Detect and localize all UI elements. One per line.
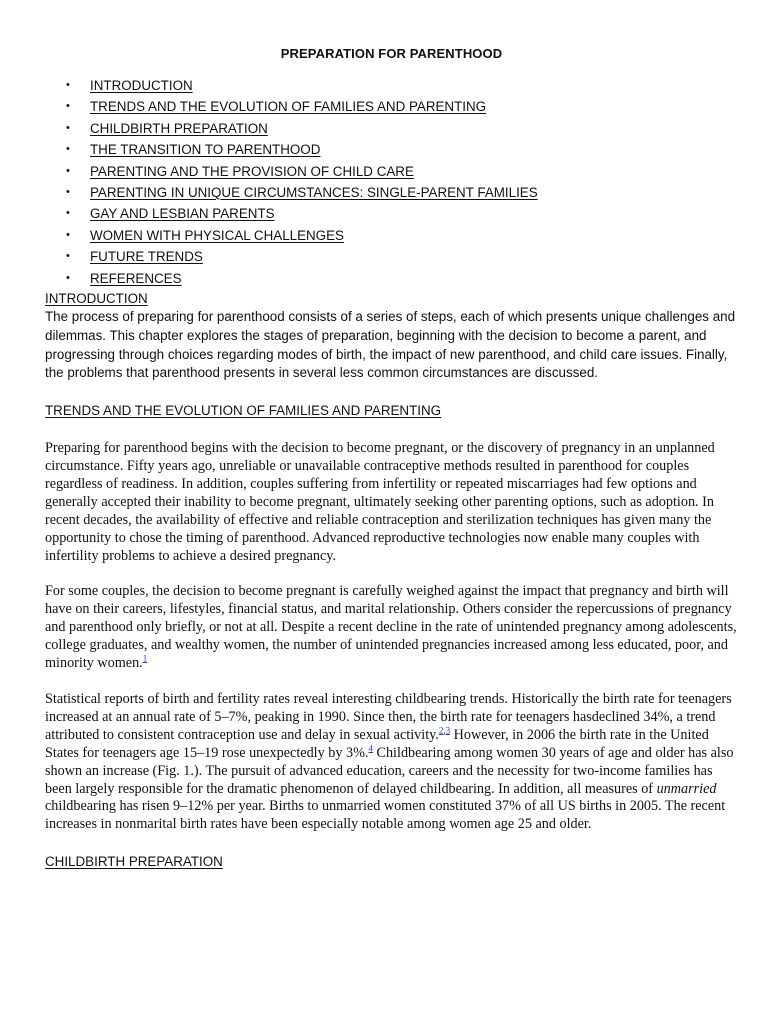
bullet-icon: • xyxy=(66,100,70,113)
trends-paragraph-3-part2: However, in 2006 the birth rate in the United States for teenagers age 15–19 rose unexpectedly by 3%. xyxy=(45,726,709,761)
toc-link-single-parent[interactable]: PARENTING IN UNIQUE CIRCUMSTANCES: SINGLE-PARENT FAMILIES xyxy=(90,184,538,200)
trends-paragraph-1: Preparing for parenthood begins with the decision to become pregnant, or the discovery of pregnancy in an unplanned circumstance. Fifty years ago, unreliable or unavailable contraceptive methods resulted in parenthood for couples regardless of readiness. In addition, couples suffering from infertility or repeated miscarriages had few options and generally accepted their inability to become pregnant, ultimately seeking other parenting options, such as adoption. In recent decades, the availability of effective and reliable contraception and sterilization techniques has given many the opportunity to chose the timing of parenthood. Advanced reproductive technologies now enable many couples with infertility problems to achieve a desired pregnancy. xyxy=(45,440,715,564)
footnote-link-1[interactable]: 1 xyxy=(142,653,148,664)
bullet-icon: • xyxy=(66,207,70,220)
toc-link-child-care[interactable]: PARENTING AND THE PROVISION OF CHILD CARE xyxy=(90,163,414,179)
toc-link-physical-challenges[interactable]: WOMEN WITH PHYSICAL CHALLENGES xyxy=(90,227,344,243)
toc-item-introduction xyxy=(45,75,738,96)
trends-paragraph-2-text: For some couples, the decision to become pregnant is carefully weighed against the impact that pregnancy and birth will have on their careers, lifestyles, financial status, and marital relationship. Others consider the repercussions of pregnancy and parenthood only briefly, or not at all. Despite a recent decline in the rate of unintended pregnancy among adolescents, college graduates, and wealthy women, the number of unintended pregnancies increased among less educated, poor, and minority women. xyxy=(45,583,737,672)
footnote-link-2[interactable]: 2 xyxy=(438,725,444,736)
toc-item-single-parent xyxy=(45,182,738,203)
toc-item-references xyxy=(45,268,738,289)
trends-paragraph-3-part1: Statistical reports of birth and fertility rates reveal interesting childbearing trends. Historically the birth rate for teenagers increased at an annual rate of 5–7%, peaking in 1990. Since then, the birth rate for teenagers hasdeclined 34%, a trend attributed to consistent contraception use and delay in sexual activity. xyxy=(45,690,732,743)
toc-link-childbirth-preparation[interactable]: CHILDBIRTH PREPARATION xyxy=(90,120,268,136)
footnote-ref-1 xyxy=(143,653,148,663)
introduction-heading-link[interactable]: INTRODUCTION xyxy=(45,290,148,306)
toc-item-gay-lesbian xyxy=(45,203,738,224)
bullet-icon: • xyxy=(66,121,70,134)
toc-item-childbirth-preparation xyxy=(45,118,738,139)
introduction-paragraph: The process of preparing for parenthood consists of a series of steps, each of which presents unique challenges and dilemmas. This chapter explores the stages of preparation, beginning with the decision to become a parent, and progressing through choices regarding modes of birth, the impact of new parenthood, and child care issues. Finally, the problems that parenthood presents in several less common circumstances are discussed. xyxy=(45,308,736,381)
trends-paragraph-3-part3: Childbearing among women 30 years of age and older has also shown an increase (Fig. 1.). The pursuit of advanced education, careers and the necessity for two-income families has been largely responsible for the dramatic phenomenon of delayed childbearing. In addition, all measures of xyxy=(45,744,734,797)
toc-link-introduction[interactable]: INTRODUCTION xyxy=(90,78,193,93)
document-title: PREPARATION FOR PARENTHOOD xyxy=(280,46,503,61)
toc-item-trends xyxy=(45,96,738,117)
bullet-icon: • xyxy=(66,228,70,241)
emphasis-unmarried: unmarried xyxy=(656,780,717,797)
introduction-heading xyxy=(45,289,738,308)
toc-item-physical-challenges xyxy=(45,225,738,246)
footnote-link-4[interactable]: 4 xyxy=(368,742,373,753)
bullet-icon: • xyxy=(66,79,70,91)
bullet-icon: • xyxy=(66,271,70,284)
toc-link-future-trends[interactable]: FUTURE TRENDS xyxy=(90,249,203,265)
toc-link-transition[interactable]: THE TRANSITION TO PARENTHOOD xyxy=(90,142,321,158)
bullet-icon: • xyxy=(66,164,70,177)
toc-link-trends[interactable]: TRENDS AND THE EVOLUTION OF FAMILIES AND PARENTING xyxy=(90,99,487,115)
toc-item-future-trends xyxy=(45,246,738,267)
bullet-icon: • xyxy=(66,185,70,198)
childbirth-preparation-heading-link[interactable]: CHILDBIRTH PREPARATION xyxy=(45,854,223,870)
footnote-ref-2: 2,3 xyxy=(438,725,451,736)
toc-link-gay-lesbian[interactable]: GAY AND LESBIAN PARENTS xyxy=(90,206,275,222)
childbirth-preparation-heading xyxy=(45,852,738,871)
trends-paragraph-3-part4: childbearing has risen 9–12% per year. Births to unmarried women constituted 37% of all US births in 2005. The recent increases in nonmarital birth rates have been especially notable among women age 25 and older. xyxy=(45,798,726,833)
bullet-icon: • xyxy=(66,250,70,263)
trends-heading-link[interactable]: TRENDS AND THE EVOLUTION OF FAMILIES AND PARENTING xyxy=(45,403,442,419)
table-of-contents xyxy=(45,75,738,289)
toc-item-transition xyxy=(45,139,738,160)
toc-link-references[interactable]: REFERENCES xyxy=(90,270,182,286)
toc-item-child-care xyxy=(45,161,738,182)
footnote-link-3[interactable]: 3 xyxy=(445,725,451,736)
bullet-icon: • xyxy=(66,143,70,156)
trends-paragraph-3 xyxy=(45,691,738,834)
trends-paragraph-2 xyxy=(45,583,738,673)
trends-heading xyxy=(45,401,738,420)
